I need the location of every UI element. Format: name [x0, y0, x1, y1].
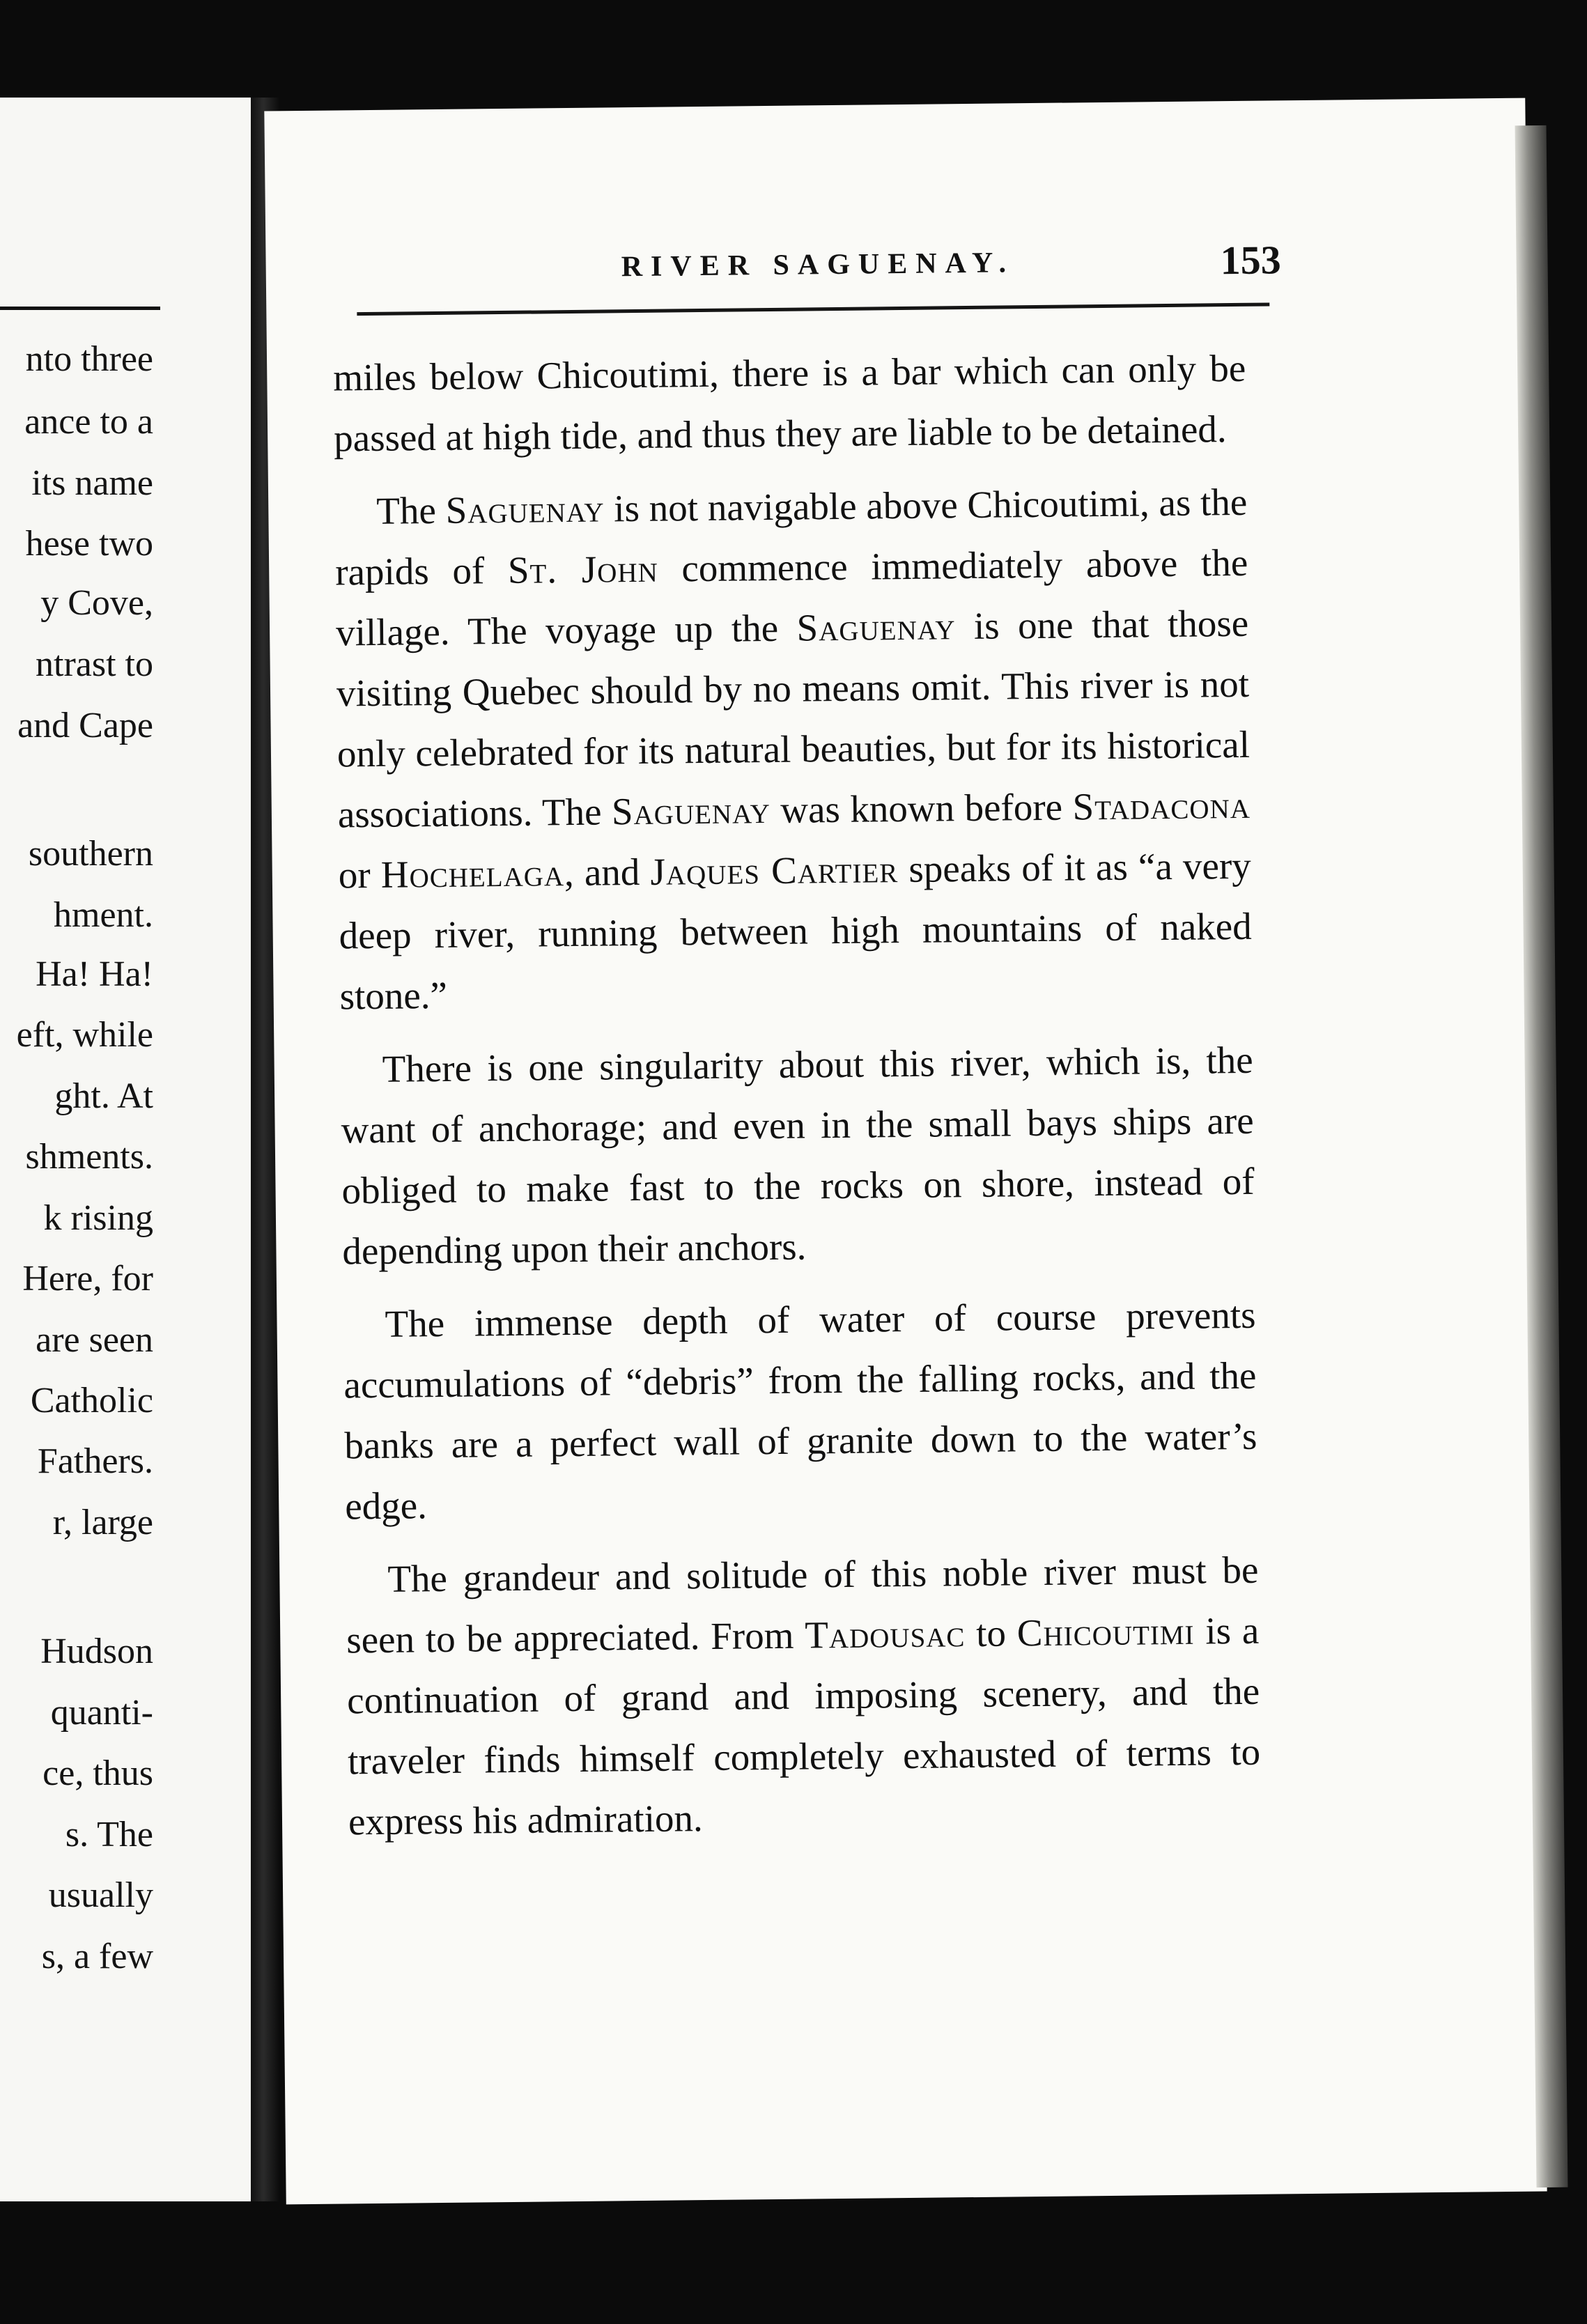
previous-page-line: Fathers. — [37, 1441, 153, 1481]
previous-page-line: its name — [31, 463, 153, 503]
small-caps-name: Saguenay — [611, 789, 771, 833]
small-caps-name: Tadousac — [804, 1612, 966, 1657]
previous-page-line: y Cove, — [40, 583, 153, 623]
previous-page-line: Catholic — [30, 1381, 153, 1420]
page-body — [333, 338, 1262, 1852]
paragraph-5 — [346, 1540, 1261, 1852]
previous-page-line: ance to a — [24, 402, 153, 442]
previous-page-line: Here, for — [22, 1259, 153, 1299]
text-run: commence immediately above the village. The voyage up the — [335, 541, 1248, 654]
page-number: 153 — [1220, 237, 1281, 284]
text-run: , and — [564, 850, 651, 894]
text-run: The — [376, 488, 446, 532]
small-caps-name: Saguenay — [796, 605, 956, 649]
previous-page-line: Hudson — [40, 1632, 153, 1671]
previous-page-line: s, a few — [41, 1937, 153, 1976]
previous-page-line: and Cape — [17, 706, 153, 745]
previous-page-line: k rising — [43, 1198, 153, 1238]
paragraph-3: There is one singularity about this river, which is, the want of anchorage; and even in the small bays ships are obliged to make fast to the rocks on shore, instead of depending upon their anchors. — [341, 1038, 1255, 1273]
previous-page-line: hment. — [54, 895, 153, 935]
small-caps-name: Stadacona — [1072, 783, 1251, 828]
text-run: is a continuation of grand and imposing scenery, and the traveler finds himself completely exhausted of terms to express his admiration. — [346, 1609, 1261, 1843]
paragraph-2 — [334, 472, 1253, 1027]
text-run: to — [965, 1611, 1018, 1655]
previous-page-line: hese two — [25, 524, 153, 564]
small-caps-name: St. John — [507, 547, 658, 591]
previous-page-line: shments. — [25, 1137, 153, 1177]
small-caps-name: Jaques Cartier — [650, 848, 899, 893]
running-head — [265, 237, 1527, 310]
previous-page — [0, 98, 251, 2201]
previous-page-line: Ha! Ha! — [36, 954, 153, 994]
text-run: speaks of it as “a very deep river, running between high mountains of naked stone.” — [339, 844, 1252, 1018]
previous-page-line: nto three — [25, 339, 153, 379]
text-run: is one that those visiting Quebec should by no means omit. This river is not only celebrated for its natural beauties, but for its historical associations. The — [336, 601, 1251, 836]
previous-page-line: r, large — [52, 1503, 153, 1542]
previous-page-line: ght. At — [54, 1076, 153, 1116]
small-caps-name: Saguenay — [445, 487, 605, 532]
page-153 — [264, 98, 1547, 2205]
paragraph-4: The immense depth of water of course prevents accumulations of “debris” from the falling rocks, and the banks are a perfect wall of granite down to the water’s edge. — [343, 1293, 1257, 1528]
text-run: The grandeur and solitude of this noble river must be seen to be appreciated. From — [346, 1548, 1259, 1661]
text-run: was known before — [770, 785, 1073, 832]
running-head-title: RIVER SAGUENAY. — [621, 247, 1015, 284]
previous-page-line: s. The — [65, 1815, 153, 1854]
paragraph-1: miles below Chicoutimi, there is a bar which can only be passed at high tide, and thus they are liable to be detained. — [333, 346, 1246, 460]
text-run: or — [338, 853, 382, 897]
previous-page-line: eft, while — [16, 1015, 153, 1055]
previous-page-line: ntrast to — [36, 644, 153, 684]
previous-page-line: quanti- — [50, 1693, 153, 1733]
small-caps-name: Chicoutimi — [1016, 1609, 1195, 1655]
small-caps-name: Hochelaga — [380, 851, 565, 896]
previous-page-line: usually — [48, 1875, 153, 1915]
previous-page-line: ce, thus — [42, 1753, 153, 1793]
text-run: is not navigable above Chicoutimi, as the rapids of — [334, 480, 1248, 594]
previous-page-rule — [0, 307, 160, 310]
previous-page-line: southern — [28, 834, 153, 874]
previous-page-line: are seen — [36, 1320, 153, 1360]
